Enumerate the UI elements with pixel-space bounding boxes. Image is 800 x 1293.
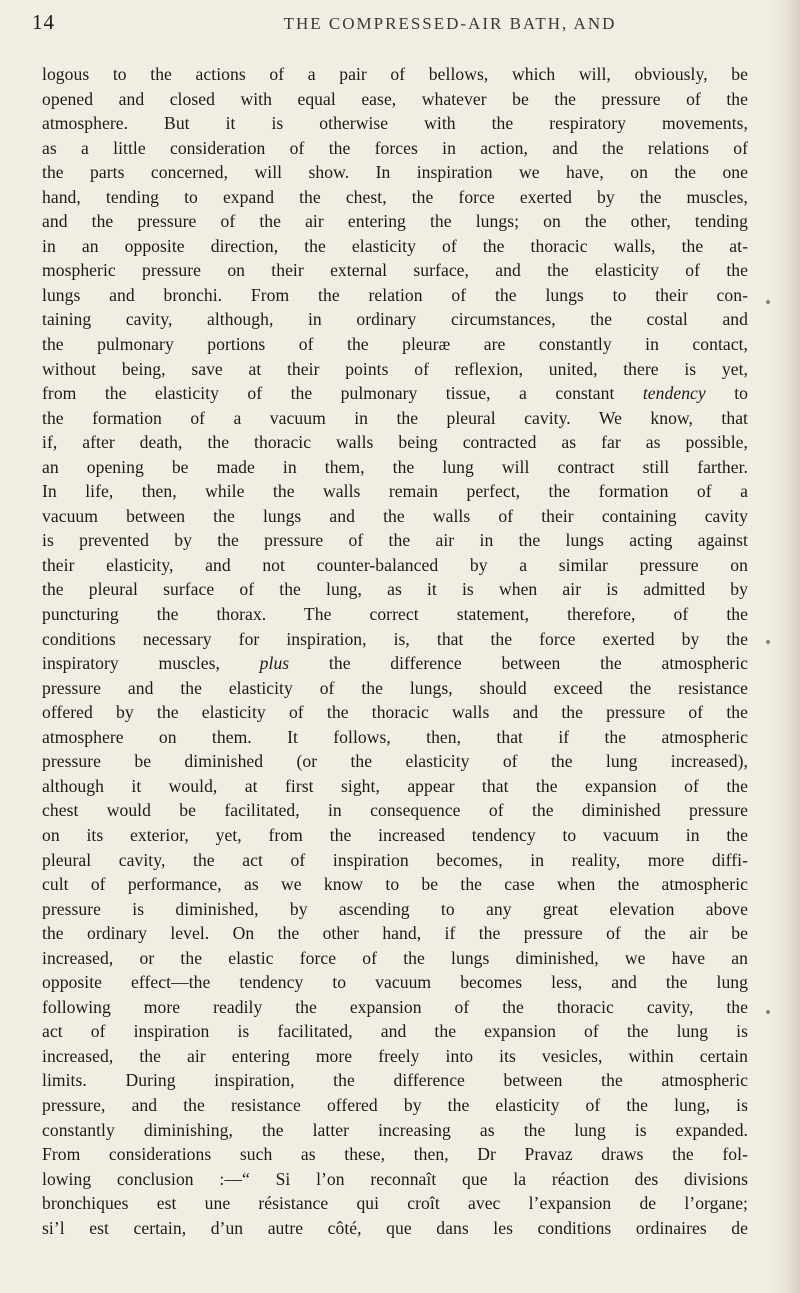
body-paragraph xyxy=(42,62,748,1240)
text-line: logous to the actions of a pair of bellows, which will, obviously, be xyxy=(42,64,748,84)
running-head: THE COMPRESSED-AIR BATH, AND xyxy=(283,14,617,33)
margin-speck xyxy=(766,300,770,304)
text-line: puncturing the thorax. The correct statement, therefore, of the xyxy=(42,604,748,625)
text-line-with-italic xyxy=(42,381,748,406)
text-line: taining cavity, although, in ordinary circumstances, the costal and xyxy=(42,309,748,330)
text-segment: inspiratory muscles, xyxy=(42,653,260,674)
text-line: the formation of a vacuum in the pleural cavity. We know, that xyxy=(42,407,748,428)
text-line: conditions necessary for inspiration, is, that the force exerted by the xyxy=(42,628,748,649)
italic-word: tendency xyxy=(642,383,706,404)
text-line: mospheric pressure on their external surface, and the elasticity of the xyxy=(42,260,748,281)
text-line: increased, or the elastic force of the lungs diminished, we have an xyxy=(42,947,748,968)
page-edge-shadow xyxy=(772,0,800,1293)
text-line: limits. During inspiration, the difference between the atmospheric xyxy=(42,1070,748,1091)
text-line: on its exterior, yet, from the increased tendency to vacuum in the xyxy=(42,824,748,845)
text-line: pleural cavity, the act of inspiration becomes, in reality, more diffi- xyxy=(42,849,748,870)
page-header xyxy=(30,10,770,50)
text-line: hand, tending to expand the chest, the force exerted by the muscles, xyxy=(42,186,748,207)
text-line: offered by the elasticity of the thoracic walls and the pressure of the xyxy=(42,702,748,723)
text-line: in an opposite direction, the elasticity of the thoracic walls, the at- xyxy=(42,235,748,256)
text-line: opposite effect—the tendency to vacuum becomes less, and the lung xyxy=(42,972,748,993)
text-line: cult of performance, as we know to be the case when the atmospheric xyxy=(42,874,748,895)
text-segment: the difference between the atmospheric xyxy=(289,653,748,674)
text-line: pressure and the elasticity of the lungs, should exceed the resistance xyxy=(42,677,748,698)
text-line: the pleural surface of the lung, as it is when air is admitted by xyxy=(42,579,748,600)
text-line: as a little consideration of the forces in action, and the relations of xyxy=(42,137,748,158)
margin-speck xyxy=(766,640,770,644)
text-line: pressure be diminished (or the elasticity of the lung increased), xyxy=(42,751,748,772)
page-number: 14 xyxy=(32,10,55,34)
text-line: lowing conclusion :—“ Si l’on reconnaît que la réaction des divisions xyxy=(42,1168,748,1189)
text-line: following more readily the expansion of the thoracic cavity, the xyxy=(42,996,748,1017)
text-line: without being, save at their points of reflexion, united, there is yet, xyxy=(42,358,748,379)
text-line: is prevented by the pressure of the air in the lungs acting against xyxy=(42,530,748,551)
text-line: and the pressure of the air entering the lungs; on the other, tending xyxy=(42,211,748,232)
text-line: the pulmonary portions of the pleuræ are constantly in contact, xyxy=(42,334,748,355)
text-line-with-italic xyxy=(42,651,748,676)
text-line: their elasticity, and not counter-balanced by a similar pressure on xyxy=(42,554,748,575)
text-line: In life, then, while the walls remain perfect, the formation of a xyxy=(42,481,748,502)
text-line: the parts concerned, will show. In inspiration we have, on the one xyxy=(42,162,748,183)
text-line: pressure is diminished, by ascending to any great elevation above xyxy=(42,898,748,919)
text-line: constantly diminishing, the latter increasing as the lung is expanded. xyxy=(42,1119,748,1140)
text-line: atmosphere. But it is otherwise with the respiratory movements, xyxy=(42,113,748,134)
text-line: opened and closed with equal ease, whatever be the pressure of the xyxy=(42,88,748,109)
text-line: act of inspiration is facilitated, and the expansion of the lung is xyxy=(42,1021,748,1042)
text-segment: from the elasticity of the pulmonary tissue, a constant xyxy=(42,383,643,404)
text-line: lungs and bronchi. From the relation of the lungs to their con- xyxy=(42,284,748,305)
text-line: bronchiques est une résistance qui croît avec l’expansion de l’organe; xyxy=(42,1193,748,1214)
text-line: From considerations such as these, then, Dr Pravaz draws the fol- xyxy=(42,1144,748,1165)
text-line: although it would, at first sight, appear that the expansion of the xyxy=(42,775,748,796)
text-line: the ordinary level. On the other hand, if the pressure of the air be xyxy=(42,923,748,944)
italic-word: plus xyxy=(259,653,290,674)
text-line: an opening be made in them, the lung will contract still farther. xyxy=(42,456,748,477)
text-line: pressure, and the resistance offered by the elasticity of the lung, is xyxy=(42,1094,748,1115)
text-segment: to xyxy=(705,383,748,404)
text-line: if, after death, the thoracic walls being contracted as far as possible, xyxy=(42,432,748,453)
text-line: increased, the air entering more freely into its vesicles, within certain xyxy=(42,1045,748,1066)
text-line: si’l est certain, d’un autre côté, que dans les conditions ordinaires de xyxy=(42,1217,748,1238)
text-line: chest would be facilitated, in consequence of the diminished pressure xyxy=(42,800,748,821)
text-line: vacuum between the lungs and the walls of their containing cavity xyxy=(42,505,748,526)
text-line: atmosphere on them. It follows, then, that if the atmospheric xyxy=(42,726,748,747)
margin-speck xyxy=(766,1010,770,1014)
